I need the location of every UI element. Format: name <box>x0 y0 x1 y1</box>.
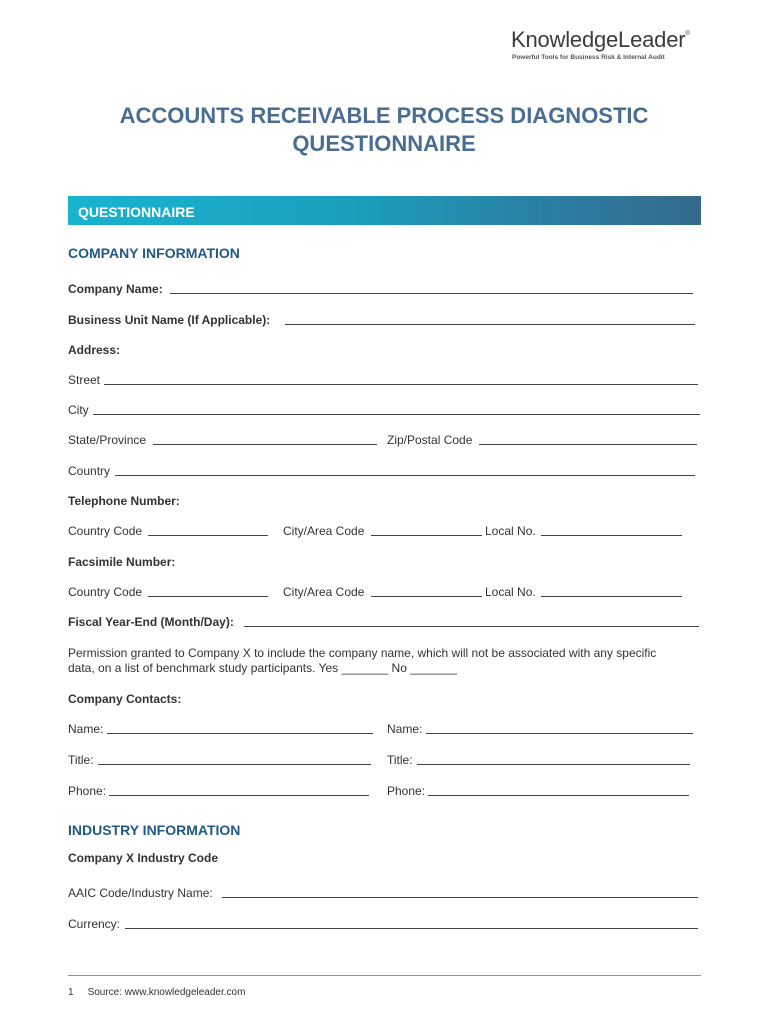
contact2-title-field[interactable] <box>417 764 690 765</box>
page-title-line-2: QUESTIONNAIRE <box>292 131 476 156</box>
zip-label: Zip/Postal Code <box>387 433 473 447</box>
street-label: Street <box>68 373 101 387</box>
tel-country-code-label: Country Code <box>68 524 143 538</box>
country-field[interactable] <box>115 475 695 476</box>
company-name-field[interactable] <box>170 293 693 294</box>
footnote-source: Source: www.knowledgeleader.com <box>87 987 246 998</box>
trademark-mark: ® <box>685 31 690 37</box>
state-field[interactable] <box>153 444 377 445</box>
fax-area-code-field[interactable] <box>371 596 482 597</box>
facsimile-label: Facsimile Number: <box>68 555 176 569</box>
fiscal-year-field[interactable] <box>244 626 699 627</box>
page-title <box>68 102 700 158</box>
contact1-name-label: Name: <box>68 722 104 736</box>
fax-local-no-label: Local No. <box>485 585 536 599</box>
industry-code-heading: Company X Industry Code <box>68 851 219 865</box>
contact2-phone-field[interactable] <box>428 795 689 796</box>
company-information-heading: COMPANY INFORMATION <box>68 245 240 261</box>
state-label: State/Province <box>68 433 147 447</box>
contact2-title-label: Title: <box>387 753 413 767</box>
contact1-name-field[interactable] <box>107 733 373 734</box>
city-field[interactable] <box>93 414 700 415</box>
permission-text-line-2: data, on a list of benchmark study participants. Yes _______ No _______ <box>68 661 457 675</box>
contact1-phone-field[interactable] <box>109 795 369 796</box>
contact2-name-field[interactable] <box>426 733 693 734</box>
page-title-line-1: ACCOUNTS RECEIVABLE PROCESS DIAGNOSTIC <box>119 103 649 128</box>
fax-local-no-field[interactable] <box>541 596 682 597</box>
company-contacts-label: Company Contacts: <box>68 692 182 706</box>
telephone-label: Telephone Number: <box>68 494 180 508</box>
fiscal-year-label: Fiscal Year-End (Month/Day): <box>68 615 234 629</box>
country-label: Country <box>68 464 111 478</box>
tel-country-code-field[interactable] <box>148 535 268 536</box>
brand-logo <box>511 27 690 53</box>
business-unit-field[interactable] <box>285 324 695 325</box>
tel-local-no-label: Local No. <box>485 524 536 538</box>
questionnaire-band <box>68 196 701 225</box>
contact1-title-label: Title: <box>68 753 94 767</box>
currency-label: Currency: <box>68 917 121 931</box>
contact1-phone-label: Phone: <box>68 784 107 798</box>
city-label: City <box>68 403 89 417</box>
street-field[interactable] <box>104 384 698 385</box>
fax-country-code-label: Country Code <box>68 585 143 599</box>
footnote-number: 1 <box>68 987 74 998</box>
aaic-code-field[interactable] <box>222 897 698 898</box>
contact2-name-label: Name: <box>387 722 423 736</box>
currency-field[interactable] <box>125 928 698 929</box>
zip-field[interactable] <box>479 444 697 445</box>
address-label: Address: <box>68 343 121 357</box>
business-unit-label: Business Unit Name (If Applicable): <box>68 313 271 327</box>
contact2-phone-label: Phone: <box>387 784 426 798</box>
contact1-title-field[interactable] <box>98 764 371 765</box>
permission-text-line-1: Permission granted to Company X to include the company name, which will not be associated with any specific <box>68 646 657 660</box>
tel-area-code-field[interactable] <box>371 535 482 536</box>
company-name-label: Company Name: <box>68 282 163 296</box>
footnote <box>68 987 245 998</box>
fax-area-code-label: City/Area Code <box>283 585 365 599</box>
tel-area-code-label: City/Area Code <box>283 524 365 538</box>
questionnaire-band-label: QUESTIONNAIRE <box>78 204 195 220</box>
tel-local-no-field[interactable] <box>541 535 682 536</box>
fax-country-code-field[interactable] <box>148 596 268 597</box>
brand-name: KnowledgeLeader <box>511 27 686 52</box>
aaic-code-label: AAIC Code/Industry Name: <box>68 886 213 900</box>
footer-divider <box>68 975 701 976</box>
industry-information-heading: INDUSTRY INFORMATION <box>68 822 241 838</box>
brand-tagline: Powerful Tools for Business Risk & Internal Audit <box>512 54 665 61</box>
